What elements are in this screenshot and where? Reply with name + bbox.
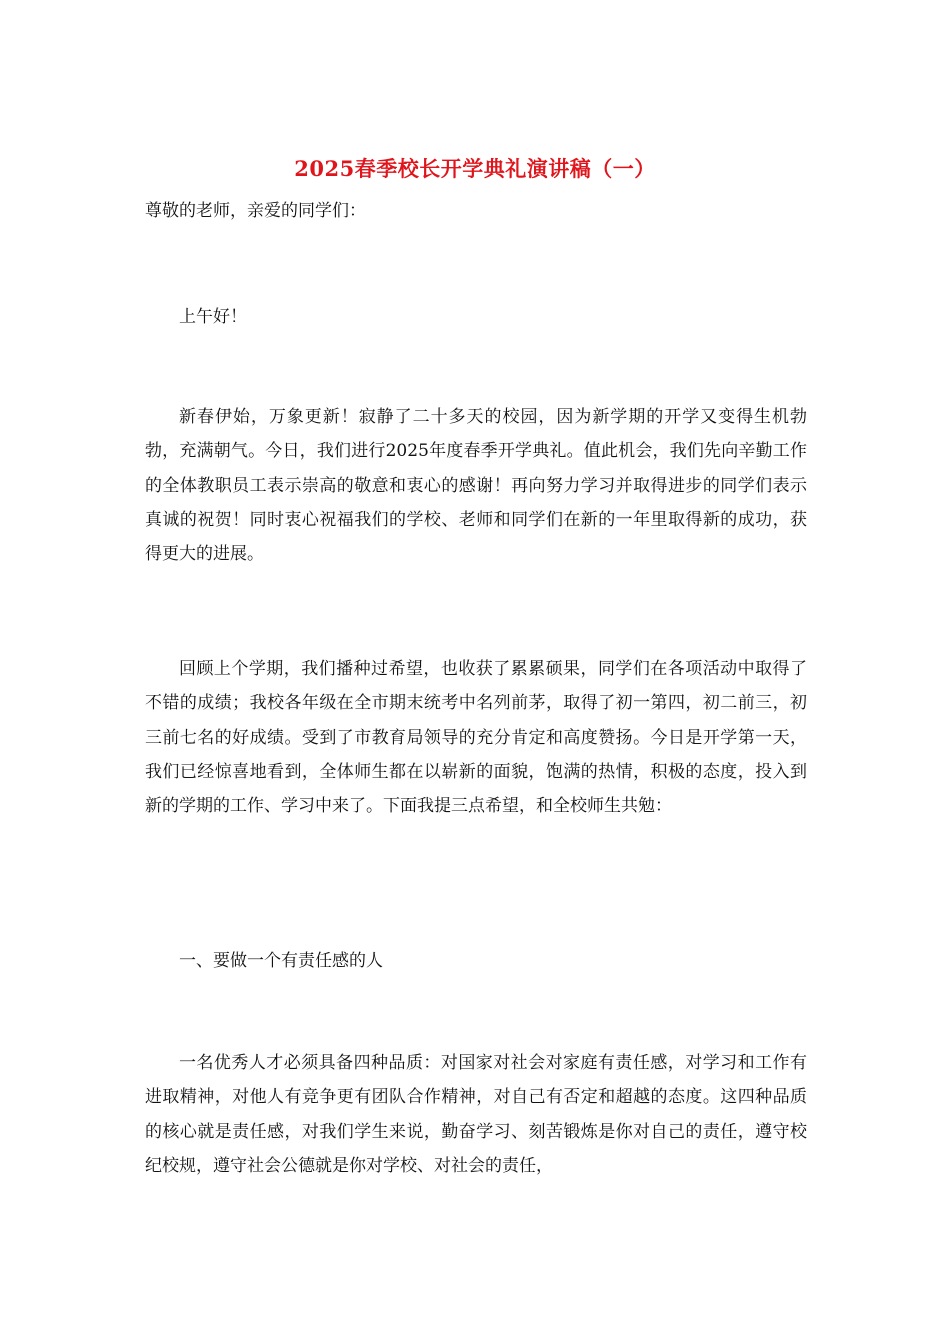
section-heading: 一、要做一个有责任感的人 <box>179 951 383 971</box>
body-paragraph-2: 回顾上个学期，我们播种过希望，也收获了累累硕果，同学们在各项活动中取得了不错的成绩；我校各年级在全市期末统考中名列前茅，取得了初一第四，初二前三，初三前七名的好成绩。受到了市教育局领导的充分肯定和高度赞扬。今日是开学第一天，我们已经惊喜地看到，全体师生都在以崭新的面貌，饱满的热情，积极的态度，投入到新的学期的工作、学习中来了。下面我提三点希望，和全校师生共勉： <box>145 659 807 817</box>
greeting-paragraph: 上午好！ <box>179 307 247 327</box>
body-paragraph-1: 新春伊始，万象更新！寂静了二十多天的校园，因为新学期的开学又变得生机勃勃，充满朝气。今日，我们进行2025年度春季开学典礼。值此机会，我们先向辛勤工作的全体教职员工表示崇高的敬意和衷心的感谢！再向努力学习并取得进步的同学们表示真诚的祝贺！同时衷心祝福我们的学校、老师和同学们在新的一年里取得新的成功，获得更大的进展。 <box>145 407 807 565</box>
document-title: 2025春季校长开学典礼演讲稿（一） <box>294 156 656 181</box>
salutation: 尊敬的老师，亲爱的同学们： <box>145 201 366 221</box>
section-paragraph: 一名优秀人才必须具备四种品质：对国家对社会对家庭有责任感，对学习和工作有进取精神，对他人有竞争更有团队合作精神，对自己有否定和超越的态度。这四种品质的核心就是责任感，对我们学生来说，勤奋学习、刻苦锻炼是你对自己的责任，遵守校纪校规，遵守社会公德就是你对学校、对社会的责任， <box>145 1053 807 1176</box>
